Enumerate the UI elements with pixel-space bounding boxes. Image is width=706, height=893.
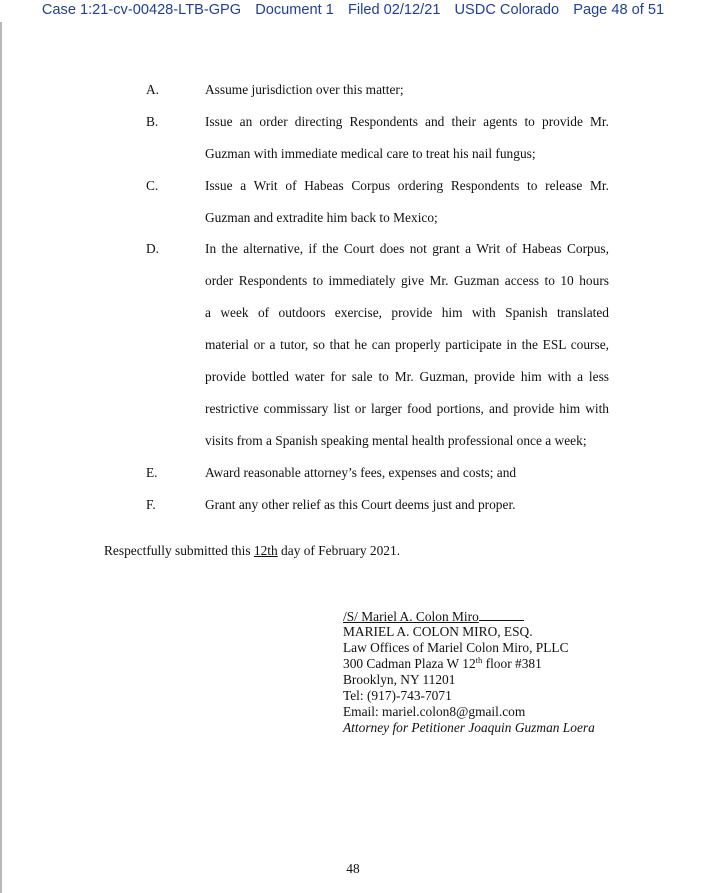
item-letter: F. bbox=[146, 497, 156, 512]
submission-prefix: Respectfully submitted this bbox=[104, 543, 254, 558]
item-line: material or a tutor, so that he can properly participate in the ESL course, bbox=[205, 337, 609, 352]
address-prefix: 300 Cadman Plaza W 12 bbox=[343, 656, 476, 671]
electronic-signature: /S/ Mariel A. Colon Miro bbox=[343, 609, 479, 624]
address-ordinal: th bbox=[475, 655, 483, 665]
address-suffix: floor #381 bbox=[482, 656, 542, 671]
street-address bbox=[343, 656, 542, 672]
item-letter: B. bbox=[146, 114, 159, 129]
attorney-name: MARIEL A. COLON MIRO, ESQ. bbox=[343, 624, 533, 639]
page-edge bbox=[0, 22, 2, 893]
submission-suffix: day of February 2021. bbox=[277, 543, 401, 558]
city-state-zip: Brooklyn, NY 11201 bbox=[343, 672, 456, 687]
document-header bbox=[0, 0, 706, 22]
page-indicator: Page 48 of 51 bbox=[573, 2, 665, 18]
signature-underline bbox=[479, 608, 524, 621]
item-line: Issue a Writ of Habeas Corpus ordering Respondents to release Mr. bbox=[205, 178, 609, 193]
item-line: provide bottled water for sale to Mr. Guzman, provide him with a less bbox=[205, 369, 609, 384]
item-line: a week of outdoors exercise, provide him with Spanish translated bbox=[205, 305, 609, 320]
item-letter: D. bbox=[146, 241, 160, 256]
telephone: Tel: (917)-743-7071 bbox=[343, 688, 452, 703]
attorney-role: Attorney for Petitioner Joaquin Guzman Loera bbox=[343, 720, 595, 735]
item-line: Issue an order directing Respondents and their agents to provide Mr. bbox=[205, 114, 609, 129]
item-line: Award reasonable attorney’s fees, expenses and costs; and bbox=[205, 465, 517, 480]
signature-line bbox=[343, 608, 524, 625]
case-number: Case 1:21-cv-00428-LTB-GPG bbox=[41, 2, 242, 18]
court-name: USDC Colorado bbox=[454, 2, 560, 18]
item-line: Guzman and extradite him back to Mexico; bbox=[205, 210, 438, 225]
filed-date: Filed 02/12/21 bbox=[347, 2, 441, 18]
item-letter: C. bbox=[146, 178, 159, 193]
item-letter: E. bbox=[146, 465, 158, 480]
email-address: Email: mariel.colon8@gmail.com bbox=[343, 704, 526, 719]
item-line: order Respondents to immediately give Mr. Guzman access to 10 hours bbox=[205, 273, 609, 288]
submission-statement bbox=[104, 543, 400, 559]
item-line: visits from a Spanish speaking mental health professional once a week; bbox=[205, 433, 587, 448]
item-line: Guzman with immediate medical care to treat his nail fungus; bbox=[205, 146, 536, 161]
law-firm: Law Offices of Mariel Colon Miro, PLLC bbox=[343, 640, 569, 655]
document-number: Document 1 bbox=[255, 2, 334, 18]
item-line: Assume jurisdiction over this matter; bbox=[205, 82, 404, 97]
item-line: In the alternative, if the Court does not grant a Writ of Habeas Corpus, bbox=[205, 241, 609, 256]
item-line: Grant any other relief as this Court deems just and proper. bbox=[205, 497, 516, 512]
item-letter: A. bbox=[146, 82, 160, 97]
submission-day: 12th bbox=[253, 543, 278, 558]
page-number: 48 bbox=[346, 861, 360, 876]
item-line: restrictive commissary list or larger food portions, and provide him with bbox=[205, 401, 609, 416]
